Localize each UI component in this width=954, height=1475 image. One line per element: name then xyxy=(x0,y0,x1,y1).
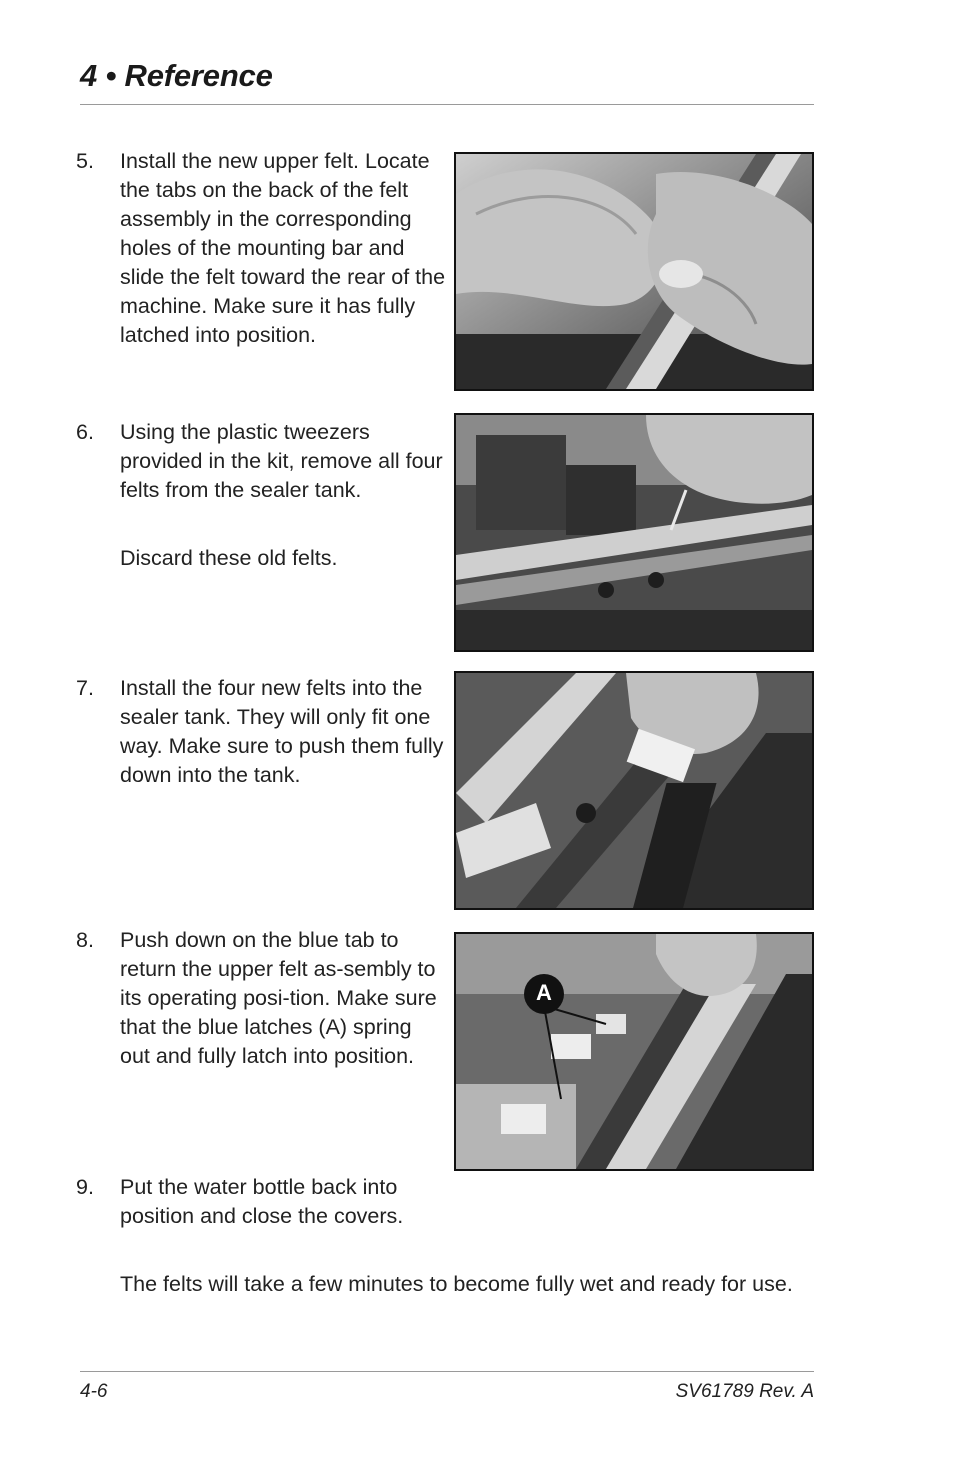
step-number: 9. xyxy=(76,1175,94,1199)
step-extra-text: Discard these old felts. xyxy=(120,546,338,570)
step-text: Install the four new felts into the sealer tank. They will only fit one way. Make sure to push them fully down into the tank. xyxy=(120,676,444,787)
step-number: 5. xyxy=(76,149,94,173)
step-text: Put the water bottle back into position and close the covers. xyxy=(120,1175,404,1228)
header-rule xyxy=(80,104,814,105)
step-text: Push down on the blue tab to return the upper felt as-sembly to its operating posi-tion. Make sure that the blue latches (A) spring out and fully latch into position. xyxy=(120,928,437,1068)
photo-install-new-felts xyxy=(454,671,814,910)
photo-remove-felts xyxy=(454,413,814,652)
document-revision: SV61789 Rev. A xyxy=(675,1381,814,1402)
closing-note: The felts will take a few minutes to become fully wet and ready for use. xyxy=(120,1272,793,1296)
footer-rule xyxy=(80,1371,814,1372)
step-text: Using the plastic tweezers provided in the kit, remove all four felts from the sealer tank. xyxy=(120,420,443,502)
page-title: 4 • Reference xyxy=(80,58,273,93)
photo-push-blue-tab xyxy=(454,932,814,1171)
step-number: 8. xyxy=(76,928,94,952)
callout-label: A xyxy=(536,980,552,1005)
photo-install-upper-felt xyxy=(454,152,814,391)
step-number: 6. xyxy=(76,420,94,444)
step-text: Install the new upper felt. Locate the tabs on the back of the felt assembly in the corresponding holes of the mounting bar and slide the felt toward the rear of the machine. Make sure it has fully latched into position. xyxy=(120,149,446,347)
step-number: 7. xyxy=(76,676,94,700)
page-number: 4-6 xyxy=(80,1381,108,1402)
